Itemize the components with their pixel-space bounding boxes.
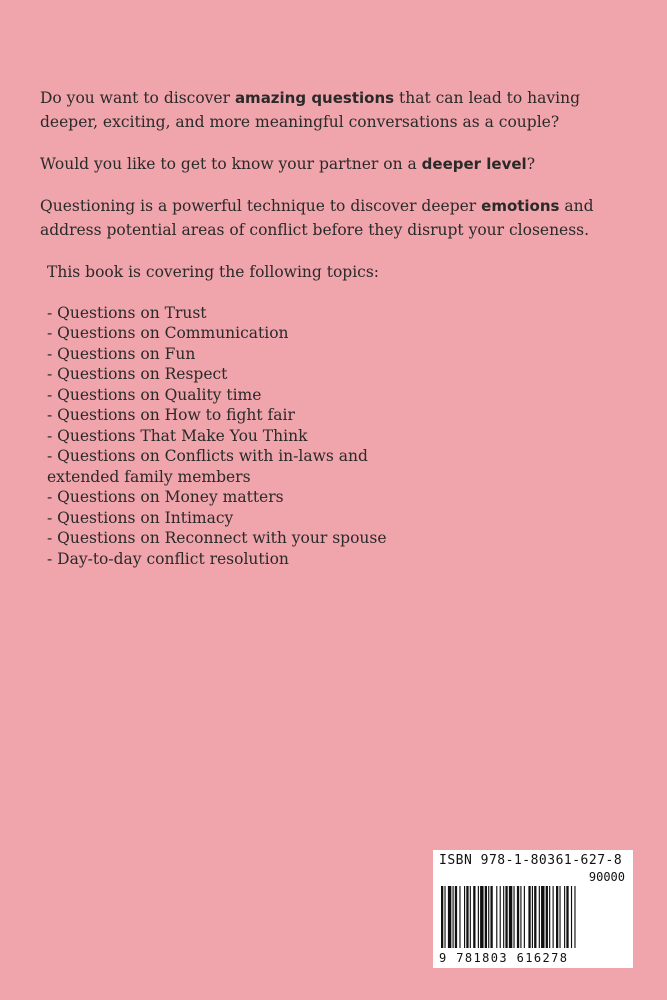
topic-list (47, 303, 607, 570)
intro-paragraph-3: Questioning is a powerful technique to discover deeper emotions and address potential areas of conflict before they disrupt your closeness. (40, 197, 594, 239)
price-code: 90000 (588, 870, 625, 884)
blurb-intro (40, 86, 640, 260)
barcode-bar (470, 886, 471, 948)
barcode-bar (490, 886, 492, 948)
highlight-amazing-questions: amazing questions (234, 89, 395, 107)
highlight-emotions: emotions (481, 197, 560, 215)
barcode-bar (556, 886, 558, 948)
topic-item: - Questions on How to fight fair (47, 406, 295, 424)
topic-item: - Questions on Respect (47, 365, 228, 383)
topic-item: - Day-to-day conflict resolution (47, 549, 289, 568)
barcode-bar (448, 886, 451, 948)
intro-paragraph-2: Would you like to get to know your partner on a deeper level? (40, 155, 535, 173)
barcode-bar (541, 886, 544, 948)
barcode-bar (539, 886, 540, 948)
barcode-bar (524, 886, 525, 948)
topic-item: - Questions on Quality time (47, 385, 262, 404)
barcode-bar (473, 886, 475, 948)
isbn-barcode (433, 850, 633, 968)
topic-item-continuation: extended family members (47, 467, 251, 486)
barcode-bar (455, 886, 457, 948)
barcode-bar (553, 886, 554, 948)
barcode-bar (485, 886, 487, 948)
intro-paragraph-1: Do you want to discover amazing questions that can lead to having deeper, exciting, and more meaningful conversations as a couple? (40, 89, 580, 131)
barcode-bar (466, 886, 468, 948)
barcode-bar (509, 886, 512, 948)
topic-item: - Questions on Intimacy (47, 508, 234, 527)
barcode-bar (505, 886, 507, 948)
barcode-digits: 9 781803 616278 (439, 951, 569, 965)
barcode-bar (459, 886, 460, 948)
barcode-bar (520, 886, 521, 948)
barcode-bar (546, 886, 548, 948)
topic-item: - Questions on Money matters (47, 488, 284, 506)
barcode-bar (532, 886, 533, 948)
topic-item: - Questions on Conflicts with in-laws and (47, 447, 368, 465)
barcode-bar (503, 886, 504, 948)
barcode-bar (574, 886, 575, 948)
barcode-bar (464, 886, 465, 948)
barcode-bar (549, 886, 550, 948)
barcode-bar (564, 886, 565, 948)
barcode-bar (496, 886, 497, 948)
barcode-bar (453, 886, 454, 948)
topic-item: - Questions on Trust (47, 303, 207, 322)
barcode-bar (534, 886, 536, 948)
barcode-bar (513, 886, 514, 948)
isbn-number: ISBN 978-1-80361-627-8 (439, 853, 623, 868)
barcode-bars (439, 886, 627, 948)
barcode-bar (478, 886, 479, 948)
barcode-bar (559, 886, 560, 948)
barcode-bar (488, 886, 489, 948)
barcode-bar (517, 886, 519, 948)
highlight-deeper-level: deeper level (421, 155, 527, 173)
topics-section (47, 262, 607, 569)
barcode-bar (528, 886, 530, 948)
topics-heading: This book is covering the following topics: (47, 263, 380, 281)
barcode-bar (566, 886, 568, 948)
topic-item: - Questions on Fun (47, 344, 196, 363)
barcode-bar (444, 886, 445, 948)
topic-item: - Questions on Reconnect with your spouse (47, 529, 387, 547)
barcode-bar (571, 886, 572, 948)
barcode-bar (480, 886, 483, 948)
topic-item: - Questions on Communication (47, 324, 289, 342)
barcode-bar (441, 886, 443, 948)
topic-item: - Questions That Make You Think (47, 426, 308, 445)
barcode-bar (500, 886, 501, 948)
